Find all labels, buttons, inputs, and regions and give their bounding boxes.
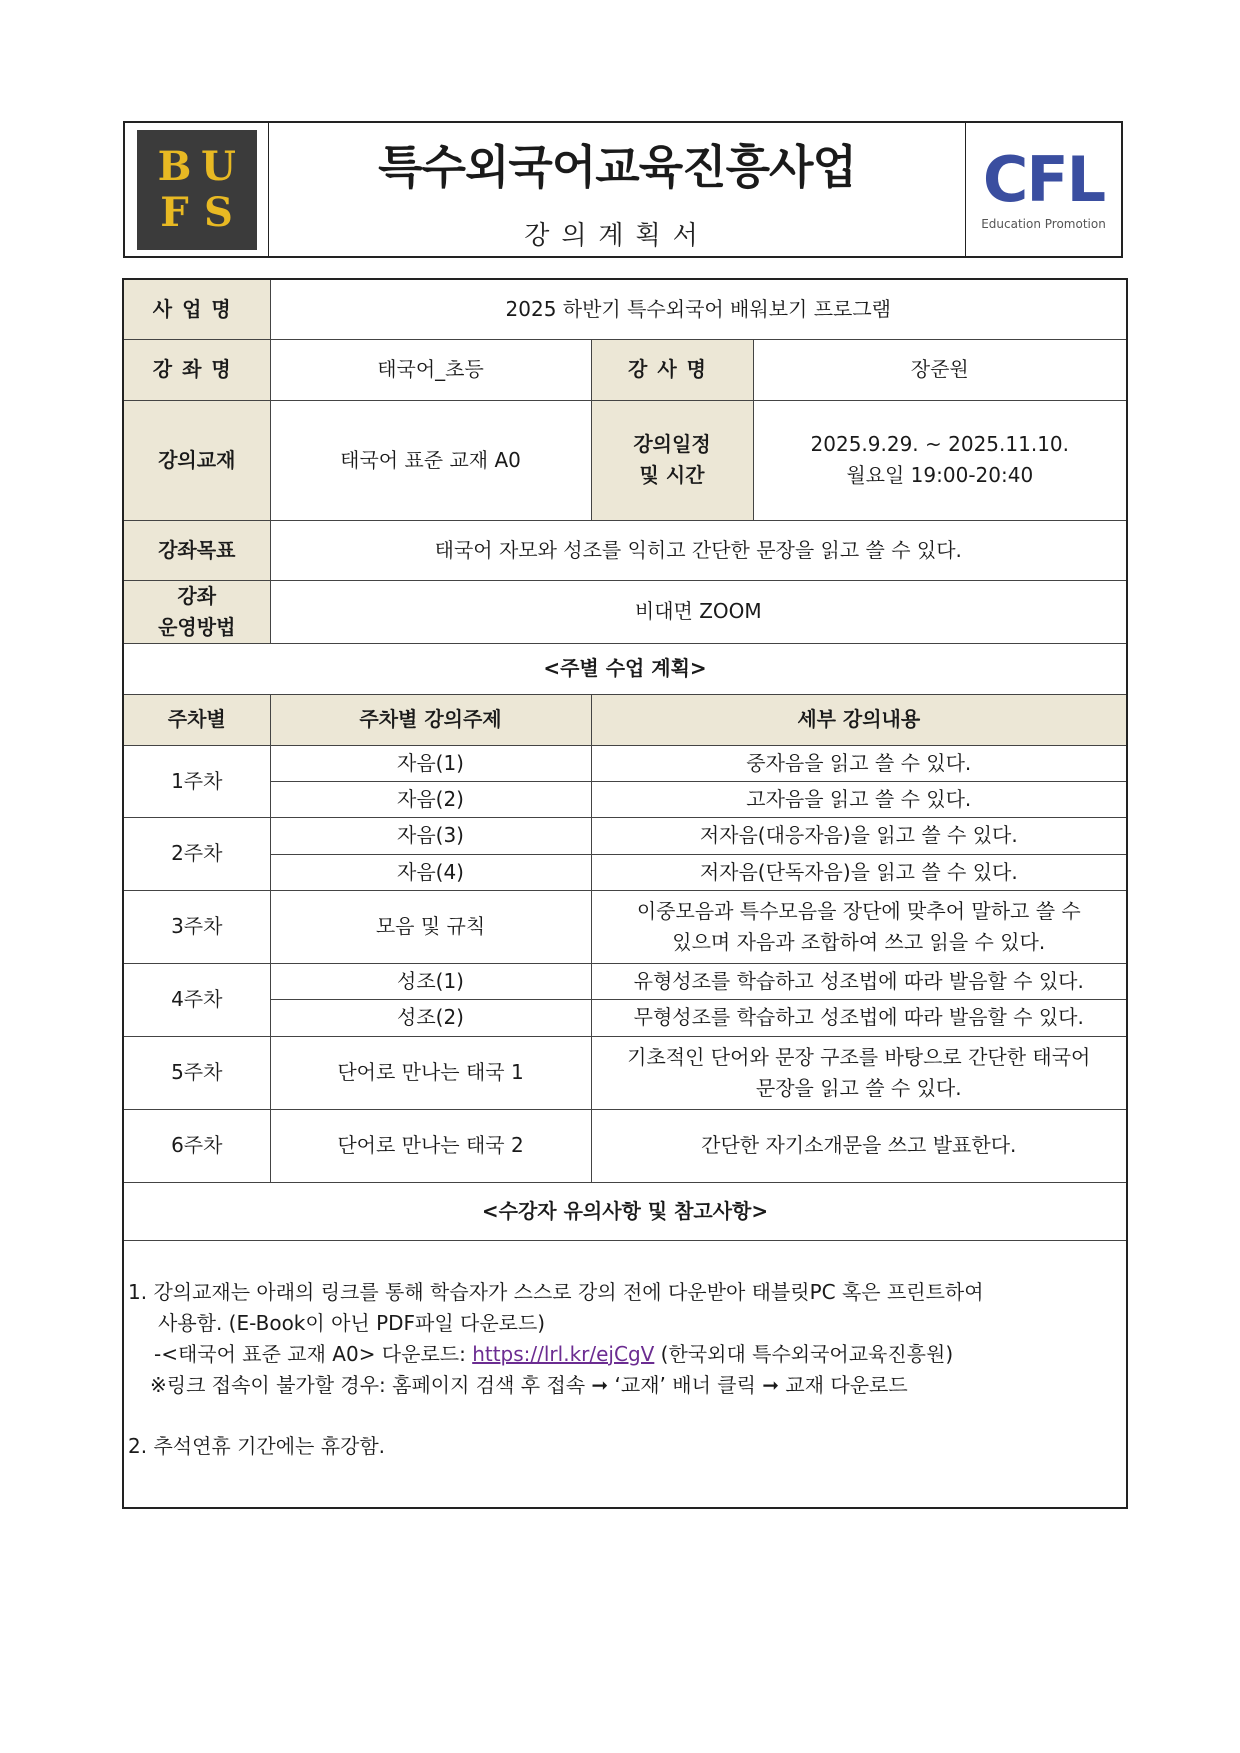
table-row [123, 817, 1127, 854]
topic-cell: 단어로 만나는 태국 2 [270, 1109, 591, 1182]
table-row [123, 781, 1127, 817]
topic-cell: 자음(2) [270, 781, 591, 817]
table-row [123, 854, 1127, 890]
method-value: 비대면 ZOOM [270, 580, 1127, 643]
course-name-label: 강좌명 [123, 339, 270, 400]
table-row [123, 890, 1127, 963]
week-cell: 2주차 [123, 817, 270, 890]
note-1-line-3 [128, 1339, 1122, 1370]
course-plan-table [122, 278, 1128, 1509]
method-label-line2: 운영방법 [158, 614, 236, 639]
schedule-value [753, 400, 1127, 520]
instructor-label: 강사명 [591, 339, 753, 400]
weekly-header-row [123, 694, 1127, 745]
course-name-value: 태국어_초등 [270, 339, 591, 400]
row-goal [123, 520, 1127, 580]
topic-cell: 성조(2) [270, 999, 591, 1036]
method-label-line1: 강좌 [177, 583, 217, 608]
business-name-label: 사업명 [123, 279, 270, 339]
goal-label: 강좌목표 [123, 520, 270, 580]
schedule-label-line1: 강의일정 [633, 432, 711, 456]
detail-cell: 고자음을 읽고 쓸 수 있다. [591, 781, 1127, 817]
topic-cell: 자음(3) [270, 817, 591, 854]
row-notes [123, 1240, 1127, 1508]
table-row [123, 1109, 1127, 1182]
textbook-download-link[interactable]: https://lrl.kr/ejCgV [472, 1341, 655, 1366]
detail-line-2: 있으며 자음과 조합하여 쓰고 읽을 수 있다. [672, 929, 1046, 954]
col-header-topic: 주차별 강의주제 [270, 694, 591, 745]
textbook-value: 태국어 표준 교재 A0 [270, 400, 591, 520]
detail-cell: 저자음(단독자음)을 읽고 쓸 수 있다. [591, 854, 1127, 890]
topic-cell: 모음 및 규칙 [270, 890, 591, 963]
note-1-line-1: 1. 강의교재는 아래의 링크를 통해 학습자가 스스로 강의 전에 다운받아 태블릿PC 혹은 프린트하여 [128, 1279, 984, 1304]
col-header-detail: 세부 강의내용 [591, 694, 1127, 745]
topic-cell: 자음(1) [270, 745, 591, 781]
detail-cell [591, 890, 1127, 963]
weekly-section-title: <주별 수업 계획> [123, 643, 1127, 694]
instructor-value: 장준원 [753, 339, 1127, 400]
note-1-download-prefix: -<태국어 표준 교재 A0> 다운로드: [154, 1341, 473, 1366]
week-cell: 5주차 [123, 1036, 270, 1109]
schedule-label-line2: 및 시간 [639, 463, 705, 487]
col-header-week: 주차별 [123, 694, 270, 745]
note-1-line-2: 사용함. (E-Book이 아닌 PDF파일 다운로드) [158, 1310, 546, 1335]
week-cell: 1주차 [123, 745, 270, 817]
detail-cell: 저자음(대응자음)을 읽고 쓸 수 있다. [591, 817, 1127, 854]
method-label [123, 580, 270, 643]
bufs-logo-letter-b: B [157, 142, 192, 190]
detail-cell: 무형성조를 학습하고 성조법에 따라 발음할 수 있다. [591, 999, 1127, 1036]
detail-cell [591, 1036, 1127, 1109]
bufs-logo-letter-f: F [160, 188, 189, 236]
row-weekly-section-title [123, 643, 1127, 694]
note-2: 2. 추석연휴 기간에는 휴강함. [128, 1433, 386, 1458]
document-header [123, 121, 1123, 258]
week-cell: 4주차 [123, 963, 270, 1036]
cfl-logo-cell [965, 123, 1121, 256]
table-row [123, 745, 1127, 781]
notes-section-title: <수강자 유의사항 및 참고사항> [123, 1182, 1127, 1240]
topic-cell: 단어로 만나는 태국 1 [270, 1036, 591, 1109]
table-row [123, 999, 1127, 1036]
page-title: 특수외국어교육진흥사업 [378, 140, 856, 194]
note-1-download-suffix: (한국외대 특수외국어교육진흥원) [654, 1341, 954, 1366]
detail-line-2: 문장을 읽고 쓸 수 있다. [755, 1075, 962, 1100]
cfl-logo-caption: Education Promotion [981, 216, 1106, 231]
schedule-dates: 2025.9.29. ~ 2025.11.10. [810, 432, 1070, 456]
textbook-label: 강의교재 [123, 400, 270, 520]
schedule-label [591, 400, 753, 520]
topic-cell: 성조(1) [270, 963, 591, 999]
bufs-logo [137, 130, 257, 250]
row-notes-section-title [123, 1182, 1127, 1240]
note-1-line-4: ※링크 접속이 불가할 경우: 홈페이지 검색 후 접속 ➞ ‘교재’ 배너 클릭 ➞ 교재 다운로드 [150, 1372, 908, 1397]
page-subtitle: 강의계획서 [524, 221, 710, 251]
row-business-name [123, 279, 1127, 339]
bufs-logo-cell [125, 123, 269, 256]
detail-line-1: 기초적인 단어와 문장 구조를 바탕으로 간단한 태국어 [627, 1044, 1091, 1069]
notes-gap [128, 1401, 1122, 1431]
week-cell: 3주차 [123, 890, 270, 963]
detail-cell: 간단한 자기소개문을 쓰고 발표한다. [591, 1109, 1127, 1182]
detail-line-1: 이중모음과 특수모음을 장단에 맞추어 말하고 쓸 수 [636, 898, 1081, 923]
business-name-value: 2025 하반기 특수외국어 배워보기 프로그램 [270, 279, 1127, 339]
week-cell: 6주차 [123, 1109, 270, 1182]
bufs-logo-letter-s: S [204, 188, 233, 236]
row-method [123, 580, 1127, 643]
header-title-cell [269, 123, 965, 256]
bufs-logo-letter-u: U [201, 142, 236, 190]
schedule-time: 월요일 19:00-20:40 [846, 463, 1034, 487]
row-textbook [123, 400, 1127, 520]
row-course-name [123, 339, 1127, 400]
notes-body [123, 1240, 1127, 1508]
goal-value: 태국어 자모와 성조를 익히고 간단한 문장을 읽고 쓸 수 있다. [270, 520, 1127, 580]
table-row [123, 963, 1127, 999]
detail-cell: 중자음을 읽고 쓸 수 있다. [591, 745, 1127, 781]
topic-cell: 자음(4) [270, 854, 591, 890]
table-row [123, 1036, 1127, 1109]
cfl-logo: CFL [982, 142, 1105, 216]
detail-cell: 유형성조를 학습하고 성조법에 따라 발음할 수 있다. [591, 963, 1127, 999]
